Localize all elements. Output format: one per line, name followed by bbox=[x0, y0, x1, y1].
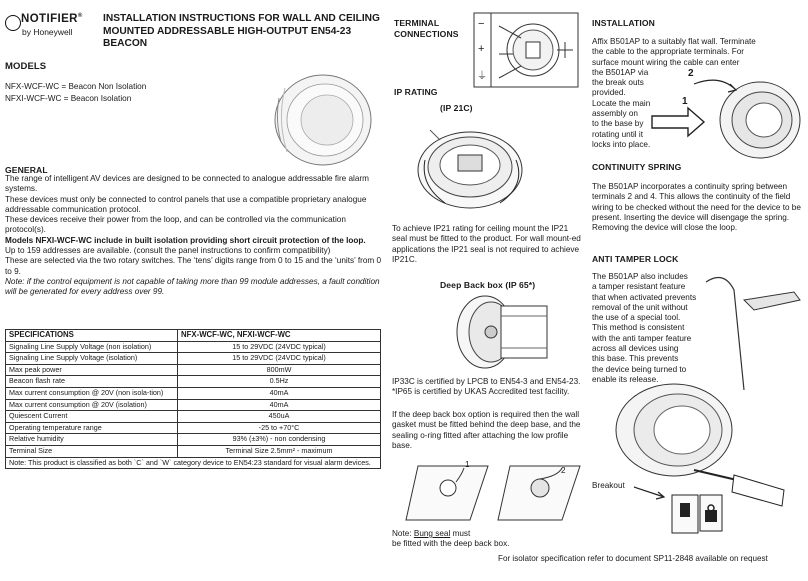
continuity-heading: CONTINUITY SPRING bbox=[592, 162, 682, 172]
table-cell: 15 to 29VDC (24VDC typical) bbox=[178, 353, 381, 365]
terminal-earth-label: ⏚ bbox=[477, 71, 487, 82]
note-line-2: be fitted with the deep back box. bbox=[392, 539, 510, 549]
deep-back-box-heading: Deep Back box (IP 65*) bbox=[440, 280, 536, 290]
installation-line: locks into place. bbox=[592, 139, 651, 149]
deep-back-box-gasket: If the deep back box option is required then the wall gasket must be fitted behind the deep base, and the sealing o-ring fitted after attaching the low profile base. bbox=[392, 410, 581, 450]
installation-step-1: 1 bbox=[682, 96, 688, 107]
installation-line: Affix B501AP to a suitably flat wall. Terminate bbox=[592, 37, 756, 46]
anti-tamper-line: with the anti tamper feature bbox=[592, 333, 692, 343]
bung-label-1: 1 bbox=[465, 460, 470, 469]
table-cell: Signaling Line Supply Voltage (isolation) bbox=[6, 353, 178, 365]
table-cell: Max current consumption @ 20V (isolation) bbox=[6, 399, 178, 411]
table-cell: Relative humidity bbox=[6, 434, 178, 446]
brand-logo bbox=[0, 0, 110, 42]
title-line-1: INSTALLATION INSTRUCTIONS FOR WALL AND CEILING bbox=[103, 13, 380, 24]
installation-illustration bbox=[650, 70, 805, 160]
table-row bbox=[6, 411, 381, 423]
ip-rating-heading: IP RATING bbox=[394, 87, 438, 97]
installation-line: the cable to the appropriate terminals. For bbox=[592, 47, 745, 57]
brand-name: NOTIFIER® bbox=[21, 13, 83, 25]
table-row bbox=[6, 399, 381, 411]
general-paragraph-1: The range of intelligent AV devices are designed to be connected to analogue addressable fire alarm systems. bbox=[5, 174, 369, 194]
breakout-label: Breakout bbox=[592, 481, 625, 490]
table-row bbox=[6, 353, 381, 365]
anti-tamper-line: enable its release. bbox=[592, 374, 659, 384]
table-cell: 0.5Hz bbox=[178, 376, 381, 388]
model-line-1: NFX-WCF-WC = Beacon Non Isolation bbox=[5, 82, 147, 91]
installation-line: the break outs bbox=[592, 78, 644, 88]
table-cell: -25 to +70°C bbox=[178, 422, 381, 434]
terminal-diagram bbox=[473, 12, 581, 90]
installation-line: Locate the main bbox=[592, 98, 651, 108]
table-cell: Max current consumption @ 20V (non isola-tion) bbox=[6, 387, 178, 399]
table-row bbox=[6, 364, 381, 376]
anti-tamper-illustration bbox=[594, 270, 806, 550]
terminal-plus-label: + bbox=[478, 43, 485, 55]
general-paragraph-6: These are selected via the two rotary switches. The ‘tens’ digits range from 0 to 15 and the ‘units’ from 0 to 9. bbox=[5, 256, 382, 276]
table-note: Note: This product is classified as both `C` and `W` category device to EN54:23 standard for visual alarm devices. bbox=[6, 457, 381, 469]
ip21-seal-illustration bbox=[400, 115, 550, 215]
page-title bbox=[103, 13, 393, 51]
note-suffix: must bbox=[450, 529, 471, 538]
installation-line: surface mount wiring the cable can enter bbox=[592, 57, 740, 67]
anti-tamper-line: This method is consistent bbox=[592, 323, 685, 333]
terminal-heading-line-2: CONNECTIONS bbox=[394, 29, 459, 39]
table-row bbox=[6, 376, 381, 388]
installation-heading: INSTALLATION bbox=[592, 18, 655, 28]
table-cell: Terminal Size bbox=[6, 445, 178, 457]
installation-step-2: 2 bbox=[688, 68, 694, 79]
notifier-logo-icon bbox=[5, 15, 21, 31]
anti-tamper-heading: ANTI TAMPER LOCK bbox=[592, 254, 679, 264]
anti-tamper-line: the device being turned to bbox=[592, 364, 687, 374]
anti-tamper-line: the use of a special tool. bbox=[592, 313, 681, 323]
table-cell: Signaling Line Supply Voltage (non isolation) bbox=[6, 341, 178, 353]
table-cell: Quiescent Current bbox=[6, 411, 178, 423]
table-cell: 800mW bbox=[178, 364, 381, 376]
table-header-cell: SPECIFICATIONS bbox=[6, 330, 178, 342]
deep-back-box-cert: IP33C is certified by LPCB to EN54-3 and EN54-23. *IP65 is certified by UKAS Accredited test facility. bbox=[392, 377, 581, 397]
anti-tamper-line: across all devices using bbox=[592, 344, 679, 354]
terminal-heading-line-1: TERMINAL bbox=[394, 18, 440, 28]
table-cell: Max peak power bbox=[6, 364, 178, 376]
beacon-illustration bbox=[265, 68, 375, 168]
anti-tamper-line: removal of the unit without bbox=[592, 302, 688, 312]
terminal-heading bbox=[394, 18, 459, 40]
bung-seal-note bbox=[392, 529, 582, 550]
table-cell: 93% (±3%) - non condensing bbox=[178, 434, 381, 446]
terminal-minus-label: − bbox=[478, 18, 485, 30]
continuity-text: The B501AP incorporates a continuity spring between terminals 2 and 4. This allows the continuity of the field wiring to be checked without the need for the device to be present. Inserting the device will disengage the spring. Removing the device will close the loop. bbox=[592, 182, 801, 233]
table-row bbox=[6, 387, 381, 399]
general-note: Note: if the control equipment is not capable of taking more than 99 module addresses, a fault condition will be generated for every address over 99. bbox=[5, 276, 380, 297]
table-row bbox=[6, 445, 381, 457]
deep-back-box-illustration bbox=[425, 292, 560, 372]
anti-tamper-line: a tamper resistant feature bbox=[592, 282, 686, 292]
table-cell: 15 to 29VDC (24VDC typical) bbox=[178, 341, 381, 353]
anti-tamper-line: this base. This prevents bbox=[592, 354, 679, 364]
brand-byline: by Honeywell bbox=[22, 27, 73, 37]
installation-line: rotating until it bbox=[592, 129, 643, 139]
general-paragraph-3: These devices receive their power from the loop, and can be controlled via the communication protocol(s). bbox=[5, 215, 346, 235]
bung-seal-term: Bung seal bbox=[413, 529, 451, 538]
title-line-2: MOUNTED ADDRESSABLE HIGH-OUTPUT EN54-23 BEACON bbox=[103, 25, 352, 49]
table-row bbox=[6, 422, 381, 434]
table-header-cell: NFX-WCF-WC, NFXI-WCF-WC bbox=[178, 330, 381, 342]
general-heading: GENERAL bbox=[5, 165, 48, 175]
table-cell: 40mA bbox=[178, 399, 381, 411]
specifications-table bbox=[5, 329, 381, 469]
installation-line: assembly on bbox=[592, 109, 638, 119]
table-note-row bbox=[6, 457, 381, 469]
anti-tamper-line: The B501AP also includes bbox=[592, 272, 688, 281]
bung-label-2: 2 bbox=[561, 466, 566, 475]
footer-note: For isolator specification refer to document SP11-2848 available on request bbox=[498, 554, 768, 563]
note-prefix: Note: bbox=[392, 529, 414, 538]
general-paragraph-2: These devices must only be connected to control panels that use a compatible proprietary analogue addressable communication protocol. bbox=[5, 194, 367, 214]
table-cell: Terminal Size 2.5mm² - maximum bbox=[178, 445, 381, 457]
bung-seal-illustration bbox=[398, 458, 586, 528]
ip-rating-sub: (IP 21C) bbox=[440, 103, 473, 113]
ip-rating-text: To achieve IP21 rating for ceiling mount the IP21 seal must be fitted to the product. For wall mount-ed applications the IP21 seal is not required to achieve IP21C. bbox=[392, 224, 581, 264]
general-body bbox=[5, 174, 383, 298]
installation-line: to the base by bbox=[592, 119, 644, 129]
installation-line: provided. bbox=[592, 88, 626, 98]
table-row bbox=[6, 341, 381, 353]
table-cell: Operating temperature range bbox=[6, 422, 178, 434]
table-cell: Beacon flash rate bbox=[6, 376, 178, 388]
table-header-row bbox=[6, 330, 381, 342]
table-cell: 450uA bbox=[178, 411, 381, 423]
anti-tamper-line: that when activated prevents bbox=[592, 292, 697, 302]
table-cell: 40mA bbox=[178, 387, 381, 399]
model-line-2: NFXI-WCF-WC = Beacon Isolation bbox=[5, 94, 132, 103]
table-row bbox=[6, 434, 381, 446]
general-paragraph-5: Up to 159 addresses are available. (consult the panel instructions to confirm compatibility) bbox=[5, 246, 331, 256]
installation-line: the B501AP via bbox=[592, 67, 649, 77]
models-heading: MODELS bbox=[5, 61, 47, 72]
general-paragraph-4: Models NFXI-WCF-WC include in built isolation providing short circuit protection of the loop. bbox=[5, 235, 366, 245]
